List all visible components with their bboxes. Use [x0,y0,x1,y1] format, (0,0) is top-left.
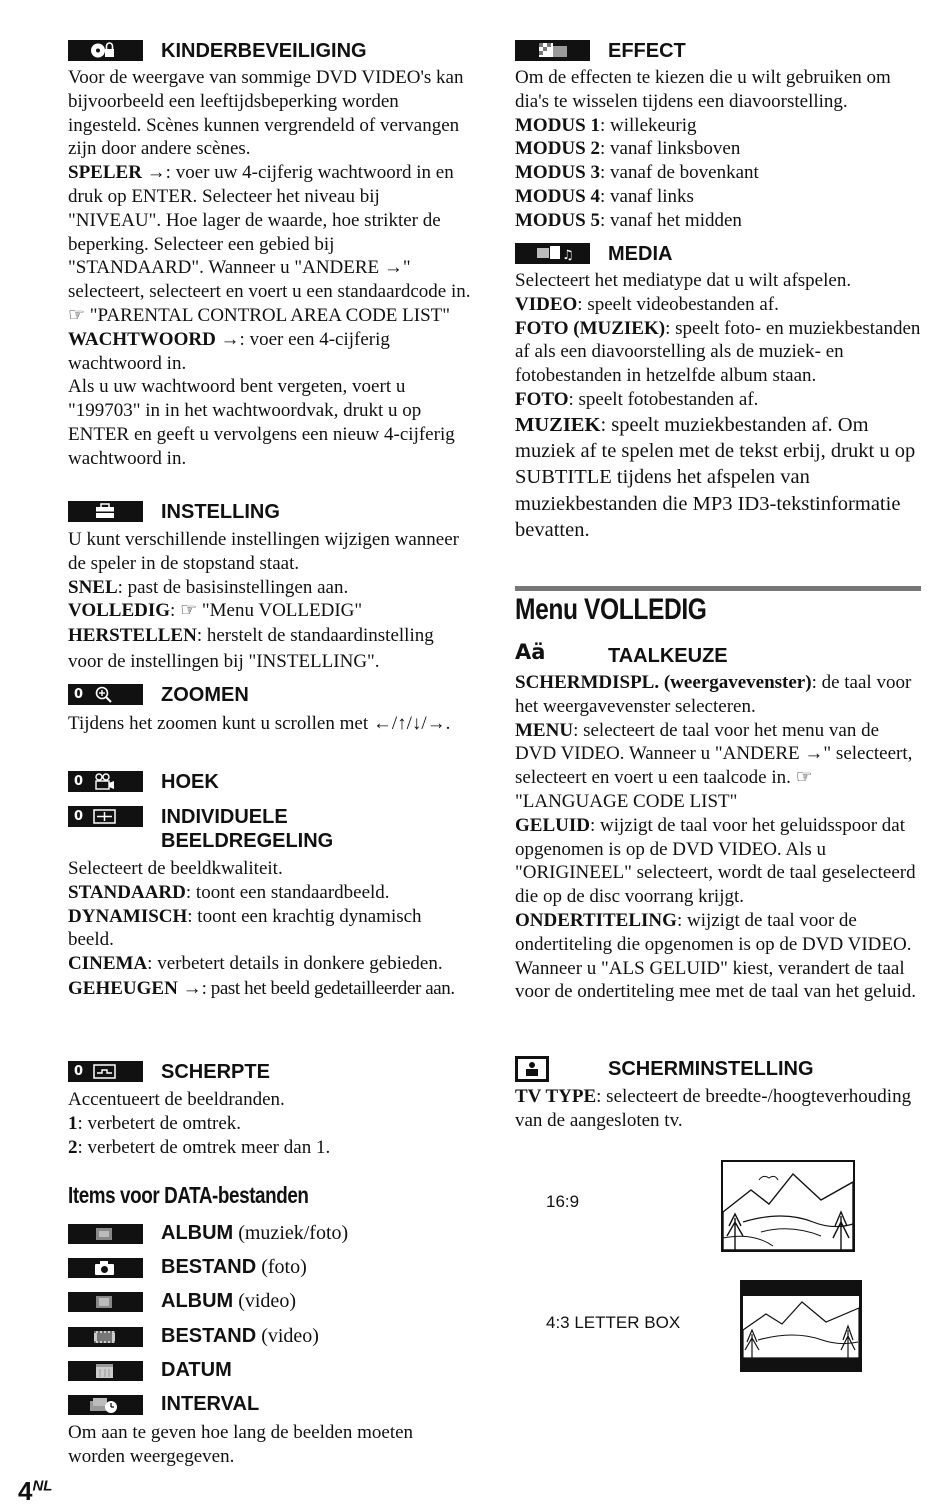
dynamisch-description [68,905,472,953]
page-number [18,1476,52,1507]
mode-text: : vanaf het midden [599,209,742,231]
snel-description [68,576,472,600]
speler-description [68,161,472,328]
magnifier-icon [68,684,143,705]
foto-text: : speelt fotobestanden af. [568,388,759,410]
standaard-text: : toont een standaardbeeld. [185,881,390,903]
video-text: : speelt videobestanden af. [577,293,779,315]
beeldregeling-body [68,857,472,1002]
cinema-label: CINEMA [68,953,148,975]
instelling-intro: U kunt verschillende instellingen wijzigen wanneer de speler in de stopstand staat. [68,529,459,574]
effect-mode-2 [515,137,921,161]
cinema-description [68,952,472,976]
tvtype-description [515,1085,921,1133]
scherpte-body [68,1088,472,1159]
letterbox-landscape-illustration [740,1280,862,1372]
sharpness-icon [68,1061,143,1082]
beeldregeling-intro: Selecteert de beeldkwaliteit. [68,858,283,879]
wachtwoord-text: : voer een 4-cijferig wachtwoord in. [68,328,390,374]
zoomen-title: ZOOMEN [161,684,249,706]
mode-label: MODUS 2 [515,138,600,160]
effect-intro: Om de effecten te kiezen die u wilt gebruiken om dia's te wisselen tijdens een diavoorstelling. [515,67,891,112]
kinderbeveiliging-body [68,66,472,471]
tvtype-label: TV TYPE [515,1086,597,1107]
picture-adjust-icon [68,806,143,827]
scherpte-2-label: 2 [68,1136,78,1158]
volledig-description [68,599,472,623]
tv-option-16-9-label: 16:9 [546,1192,580,1211]
standaard-description [68,881,472,905]
scherpte-icon-bar [68,1061,143,1082]
kinderbeveiliging-title: KINDERBEVEILIGING [161,40,367,62]
calendar-icon [68,1361,143,1381]
mode-text: : willekeurig [599,114,697,136]
media-body [515,269,921,543]
beeld-icon-bar [68,806,143,827]
geluid-label: GELUID [515,814,590,836]
beeld-badge: 0 [74,809,84,824]
mode-text: : vanaf linksboven [599,138,741,160]
page-number-value: 4 [18,1476,33,1506]
schermdispl-text: : de taal voor het weergavevenster selecteren. [515,672,912,717]
data-item-bold: BESTAND [161,1325,257,1347]
camera-icon [68,1258,143,1278]
snel-label: SNEL [68,576,118,598]
schermdispl-description [515,671,921,719]
taalkeuze-body [515,671,921,1004]
video-label: VIDEO [515,293,578,315]
arrow-icon: → [220,328,240,350]
data-item-rest: (video) [256,1325,319,1347]
scherpte-1-description [68,1112,472,1136]
schermdispl-label: SCHERMDISPL. (weergavevenster) [515,672,812,693]
data-item-bold: DATUM [161,1359,232,1381]
menu-text: : selecteert de taal voor het menu van de DVD VIDEO. Wanneer u "ANDERE →" selecteert, selecteert en voert u een taalcode in. ☞ "LANGUAGE CODE LIST" [515,719,913,812]
beeldregeling-title: INDIVIDUELE BEELDREGELING [161,806,334,852]
effect-icon [515,40,590,61]
speler-label: SPELER [68,162,147,184]
effect-mode-3 [515,161,921,185]
effect-mode-5 [515,209,921,233]
media-foto-muziek [515,317,921,388]
effect-body [515,66,921,233]
zoomen-body [68,712,472,736]
ondertiteling-text: : wijzigt de taal voor de ondertiteling die opgenomen is op de DVD VIDEO. Wanneer u "ALS GELUID" kiest, verandert de taal voor de ondertiteling mee met de taal van het geluid. [515,909,916,1003]
data-item-bold: INTERVAL [161,1393,260,1415]
herstellen-label: HERSTELLEN [68,625,197,647]
camera-angle-icon [68,771,143,792]
section-divider [515,586,921,591]
foto-label: FOTO [515,388,569,410]
svg-text:♫: ♫ [562,248,574,263]
widescreen-landscape-illustration [721,1160,855,1252]
scherpte-title: SCHERPTE [161,1061,270,1083]
wachtwoord-description [68,328,472,376]
menu-description [515,719,921,814]
scherpte-1-label: 1 [68,1112,78,1134]
scherpte-intro: Accentueert de beeldranden. [68,1089,285,1110]
parental-control-icon [68,40,143,61]
volledig-text: : ☞ "Menu VOLLEDIG" [170,600,363,622]
mode-text: : vanaf links [599,185,694,207]
media-foto [515,388,921,412]
volledig-label: VOLLEDIG [68,600,171,622]
dynamisch-label: DYNAMISCH [68,905,188,927]
taalkeuze-title: TAALKEUZE [608,645,728,667]
media-title: MEDIA [608,243,673,265]
data-item-bold: ALBUM [161,1290,234,1312]
geheugen-text: : past het beeld gedetailleerder aan. [201,977,455,999]
scherpte-1-text: : verbetert de omtrek. [77,1112,242,1134]
snel-text: : past de basisinstellingen aan. [117,576,349,598]
dynamisch-text: : toont een krachtig dynamisch beeld. [68,905,422,951]
mode-label: MODUS 4 [515,185,600,207]
geheugen-label: GEHEUGEN [68,977,183,999]
standaard-label: STANDAARD [68,881,186,903]
instelling-body [68,528,472,675]
tv-option-letterbox-label: 4:3 LETTER BOX [546,1313,681,1332]
mode-text: : vanaf de bovenkant [599,162,759,184]
geheugen-description [68,976,472,1002]
data-item-bold: BESTAND [161,1256,257,1278]
interval-description: Om aan te geven hoe lang de beelden moeten worden weergegeven. [68,1422,414,1467]
media-video [515,293,921,317]
muziek-label: MUZIEK [515,413,601,436]
zoom-icon-bar [68,684,143,705]
geluid-text: : wijzigt de taal voor het geluidsspoor dat opgenomen is op de DVD VIDEO. Als u "ORIGINEEL" selecteert, wordt de taal geselecteerd die op de disc voorrang krijgt. [515,814,916,908]
hoek-icon-bar [68,771,143,792]
data-item-rest: (muziek/foto) [233,1222,349,1244]
arrow-icon: → [146,162,166,184]
data-item-bold: ALBUM [161,1222,234,1244]
scherminstelling-body [515,1085,921,1133]
toolbox-icon [68,501,143,522]
mode-label: MODUS 3 [515,162,600,184]
screen-setting-icon [515,1056,549,1082]
geluid-description [515,814,921,909]
herstellen-description [68,623,472,675]
hoek-badge: 0 [74,774,84,789]
media-icon [515,243,590,264]
mode-label: MODUS 1 [515,114,600,136]
zoom-badge: 0 [74,687,84,702]
data-item-rest: (video) [233,1290,296,1312]
language-icon: Aä [515,640,546,664]
data-items-heading: Items voor DATA-bestanden [68,1182,309,1208]
effect-mode-4 [515,185,921,209]
scherpte-2-text: : verbetert de omtrek meer dan 1. [77,1136,331,1158]
album-video-icon [68,1292,143,1312]
foto-muziek-text: : speelt foto- en muziekbestanden af als een diavoorstelling als de muziek- en fotobestanden in hetzelfde album staan. [515,317,921,387]
zoomen-text: Tijdens het zoomen kunt u scrollen met ←/↑/↓/→. [68,713,451,734]
ondertiteling-description [515,909,921,1004]
menu-volledig-heading: Menu VOLLEDIG [515,593,707,626]
ondertiteling-label: ONDERTITELING [515,909,677,931]
forgot-password-text: Als u uw wachtwoord bent vergeten, voert u "199703" in in het wachtwoordvak, drukt u op ENTER en geeft u vervolgens een nieuw 4-cijferig wachtwoord in. [68,376,455,469]
kinderbeveiliging-intro: Voor de weergave van sommige DVD VIDEO's kan bijvoorbeeld een leeftijdsbeperking worden ingesteld. Scènes kunnen vergrendeld of vervangen zijn door andere scènes. [68,67,464,160]
herstellen-text: : herstelt de standaardinstelling voor de instellingen bij "INSTELLING". [68,625,434,673]
speler-text: : voer uw 4-cijferig wachtwoord in en druk op ENTER. Selecteer het niveau bij "NIVEAU". Hoe lager de waarde, hoe strikter de beperking. Selecteer een gebied bij "STANDAARD". Wanneer u "ANDERE →" selecteert, selecteert en voert u een standaardcode in. ☞ "PARENTAL CONTROL AREA CODE LIST" [68,162,471,326]
instelling-title: INSTELLING [161,501,280,523]
effect-title: EFFECT [608,40,686,62]
effect-mode-1 [515,114,921,138]
tvtype-text: : selecteert de breedte-/hoogteverhouding van de aangesloten tv. [515,1086,912,1131]
cinema-text: : verbetert details in donkere gebieden. [147,953,443,975]
muziek-text: : speelt muziekbestanden af. Om muziek af te spelen met de tekst erbij, drukt u op SUBTITLE tijdens het afspelen van muziekbestanden die MP3 ID3-tekstinformatie bevatten. [515,413,916,541]
arrow-icon: → [182,977,202,999]
page-language-suffix: NL [32,1477,53,1495]
scherpte-badge: 0 [74,1064,84,1079]
wachtwoord-label: WACHTWOORD [68,328,221,350]
film-icon [68,1327,143,1347]
menu-label: MENU [515,719,574,741]
scherminstelling-title: SCHERMINSTELLING [608,1058,814,1080]
media-intro: Selecteert het mediatype dat u wilt afspelen. [515,270,852,291]
interval-clock-icon [68,1395,143,1415]
scherpte-2-description [68,1136,472,1160]
album-music-photo-icon [68,1224,143,1244]
media-muziek [515,412,921,543]
data-item-rest: (foto) [256,1256,307,1278]
foto-muziek-label: FOTO (MUZIEK) [515,317,666,339]
hoek-title: HOEK [161,771,219,793]
mode-label: MODUS 5 [515,209,600,231]
